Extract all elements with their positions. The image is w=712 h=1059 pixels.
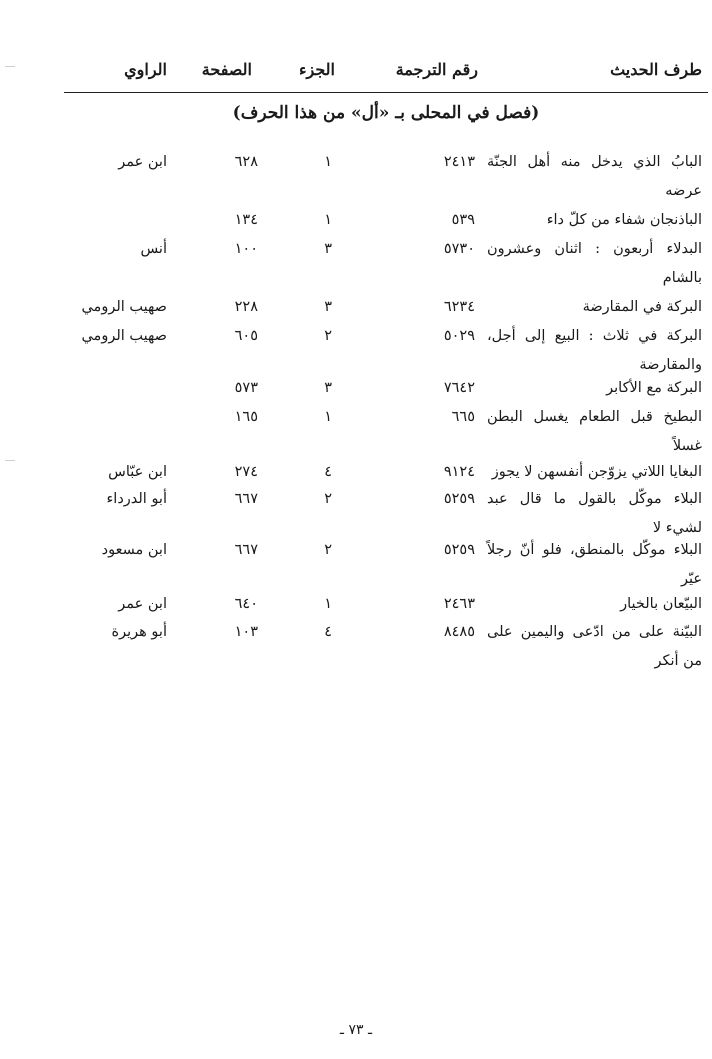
header-hadith-start: طرف الحديث — [610, 60, 702, 79]
volume-number: ٢ — [324, 542, 332, 558]
volume-number: ١ — [324, 409, 332, 425]
page-footer-number: ـ ٧٣ ـ — [339, 1022, 373, 1038]
volume-number: ٢ — [324, 491, 332, 507]
scan-margin-mark — [5, 66, 15, 67]
volume-number: ٢ — [324, 328, 332, 344]
entry-number: ٩١٢٤ — [443, 464, 475, 480]
hadith-start-text: البركة مع الأكابر — [606, 380, 702, 396]
header-entry-number: رقم الترجمة — [395, 60, 478, 79]
page-number-cell: ١٠٣ — [234, 624, 258, 640]
volume-number: ٤ — [324, 624, 332, 640]
page-number-cell: ١٠٠ — [234, 241, 258, 257]
scan-margin-mark — [5, 460, 15, 461]
entry-number: ٢٤١٣ — [443, 154, 475, 170]
entry-number: ٦٦٥ — [451, 409, 475, 425]
hadith-start-text: البلاء موكّل بالقول ما قال عبد لشيء لا — [487, 491, 702, 536]
page-number-cell: ١٣٤ — [234, 212, 258, 228]
narrator-name: ابن عمر — [118, 154, 167, 170]
hadith-start-text: البدلاء أربعون : اثنان وعشرون بالشام — [487, 241, 702, 286]
page-number-cell: ٦٦٧ — [234, 491, 258, 507]
entry-number: ٥٣٩ — [451, 212, 475, 228]
page-number-cell: ٢٧٤ — [234, 464, 258, 480]
page-number-cell: ٦٠٥ — [234, 328, 258, 344]
hadith-start-text: البلاء موكّل بالمنطق، فلو أنّ رجلاً عيّر — [487, 542, 702, 587]
entry-number: ٢٤٦٣ — [443, 596, 475, 612]
entry-number: ٥٠٢٩ — [443, 328, 475, 344]
hadith-start-text: البطيخ قبل الطعام يغسل البطن غسلاً — [487, 409, 702, 454]
hadith-start-text: الباذنجان شفاء من كلّ داء — [546, 212, 702, 228]
page-number-cell: ٦٢٨ — [234, 154, 258, 170]
volume-number: ٣ — [324, 241, 332, 257]
volume-number: ٣ — [324, 380, 332, 396]
table-header — [64, 60, 708, 90]
narrator-name: أبو هريرة — [111, 624, 167, 640]
hadith-start-text: البيّعان بالخيار — [620, 596, 702, 612]
volume-number: ١ — [324, 596, 332, 612]
hadith-start-text: البغايا اللاتي يزوّجن أنفسهن لا يجوز — [491, 464, 702, 480]
entry-number: ٧٦٤٢ — [443, 380, 475, 396]
entry-number: ٥٢٥٩ — [443, 542, 475, 558]
volume-number: ١ — [324, 212, 332, 228]
page-number-cell: ٦٤٠ — [234, 596, 258, 612]
volume-number: ٣ — [324, 299, 332, 315]
volume-number: ٤ — [324, 464, 332, 480]
narrator-name: صهيب الرومي — [81, 299, 167, 315]
narrator-name: صهيب الرومي — [81, 328, 167, 344]
narrator-name: أبو الدرداء — [106, 491, 167, 507]
narrator-name: ابن مسعود — [101, 542, 167, 558]
hadith-start-text: البابُ الذي يدخل منه أهل الجنّة عرضه — [487, 154, 702, 199]
narrator-name: أنس — [140, 241, 167, 257]
hadith-start-text: البركة في المقارضة — [582, 299, 702, 315]
page-number-cell: ١٦٥ — [234, 409, 258, 425]
section-title: (فصل في المحلى بـ «أل» من هذا الحرف) — [232, 103, 540, 123]
entry-number: ٥٧٣٠ — [443, 241, 475, 257]
hadith-start-text: البركة في ثلاث : البيع إلى أجل، والمقارضة — [487, 328, 702, 373]
entry-number: ٦٢٣٤ — [443, 299, 475, 315]
narrator-name: ابن عمر — [118, 596, 167, 612]
header-page: الصفحة — [201, 60, 252, 79]
header-divider — [64, 92, 708, 93]
entry-number: ٨٤٨٥ — [443, 624, 475, 640]
header-volume: الجزء — [299, 60, 335, 79]
header-narrator: الراوي — [124, 60, 167, 79]
entry-number: ٥٢٥٩ — [443, 491, 475, 507]
hadith-start-text: البيّنة على من ادّعى واليمين على من أنكر — [487, 624, 702, 669]
page-number-cell: ٥٧٣ — [234, 380, 258, 396]
page-number-cell: ٢٢٨ — [234, 299, 258, 315]
narrator-name: ابن عبّاس — [108, 464, 167, 480]
page-number-cell: ٦٦٧ — [234, 542, 258, 558]
volume-number: ١ — [324, 154, 332, 170]
